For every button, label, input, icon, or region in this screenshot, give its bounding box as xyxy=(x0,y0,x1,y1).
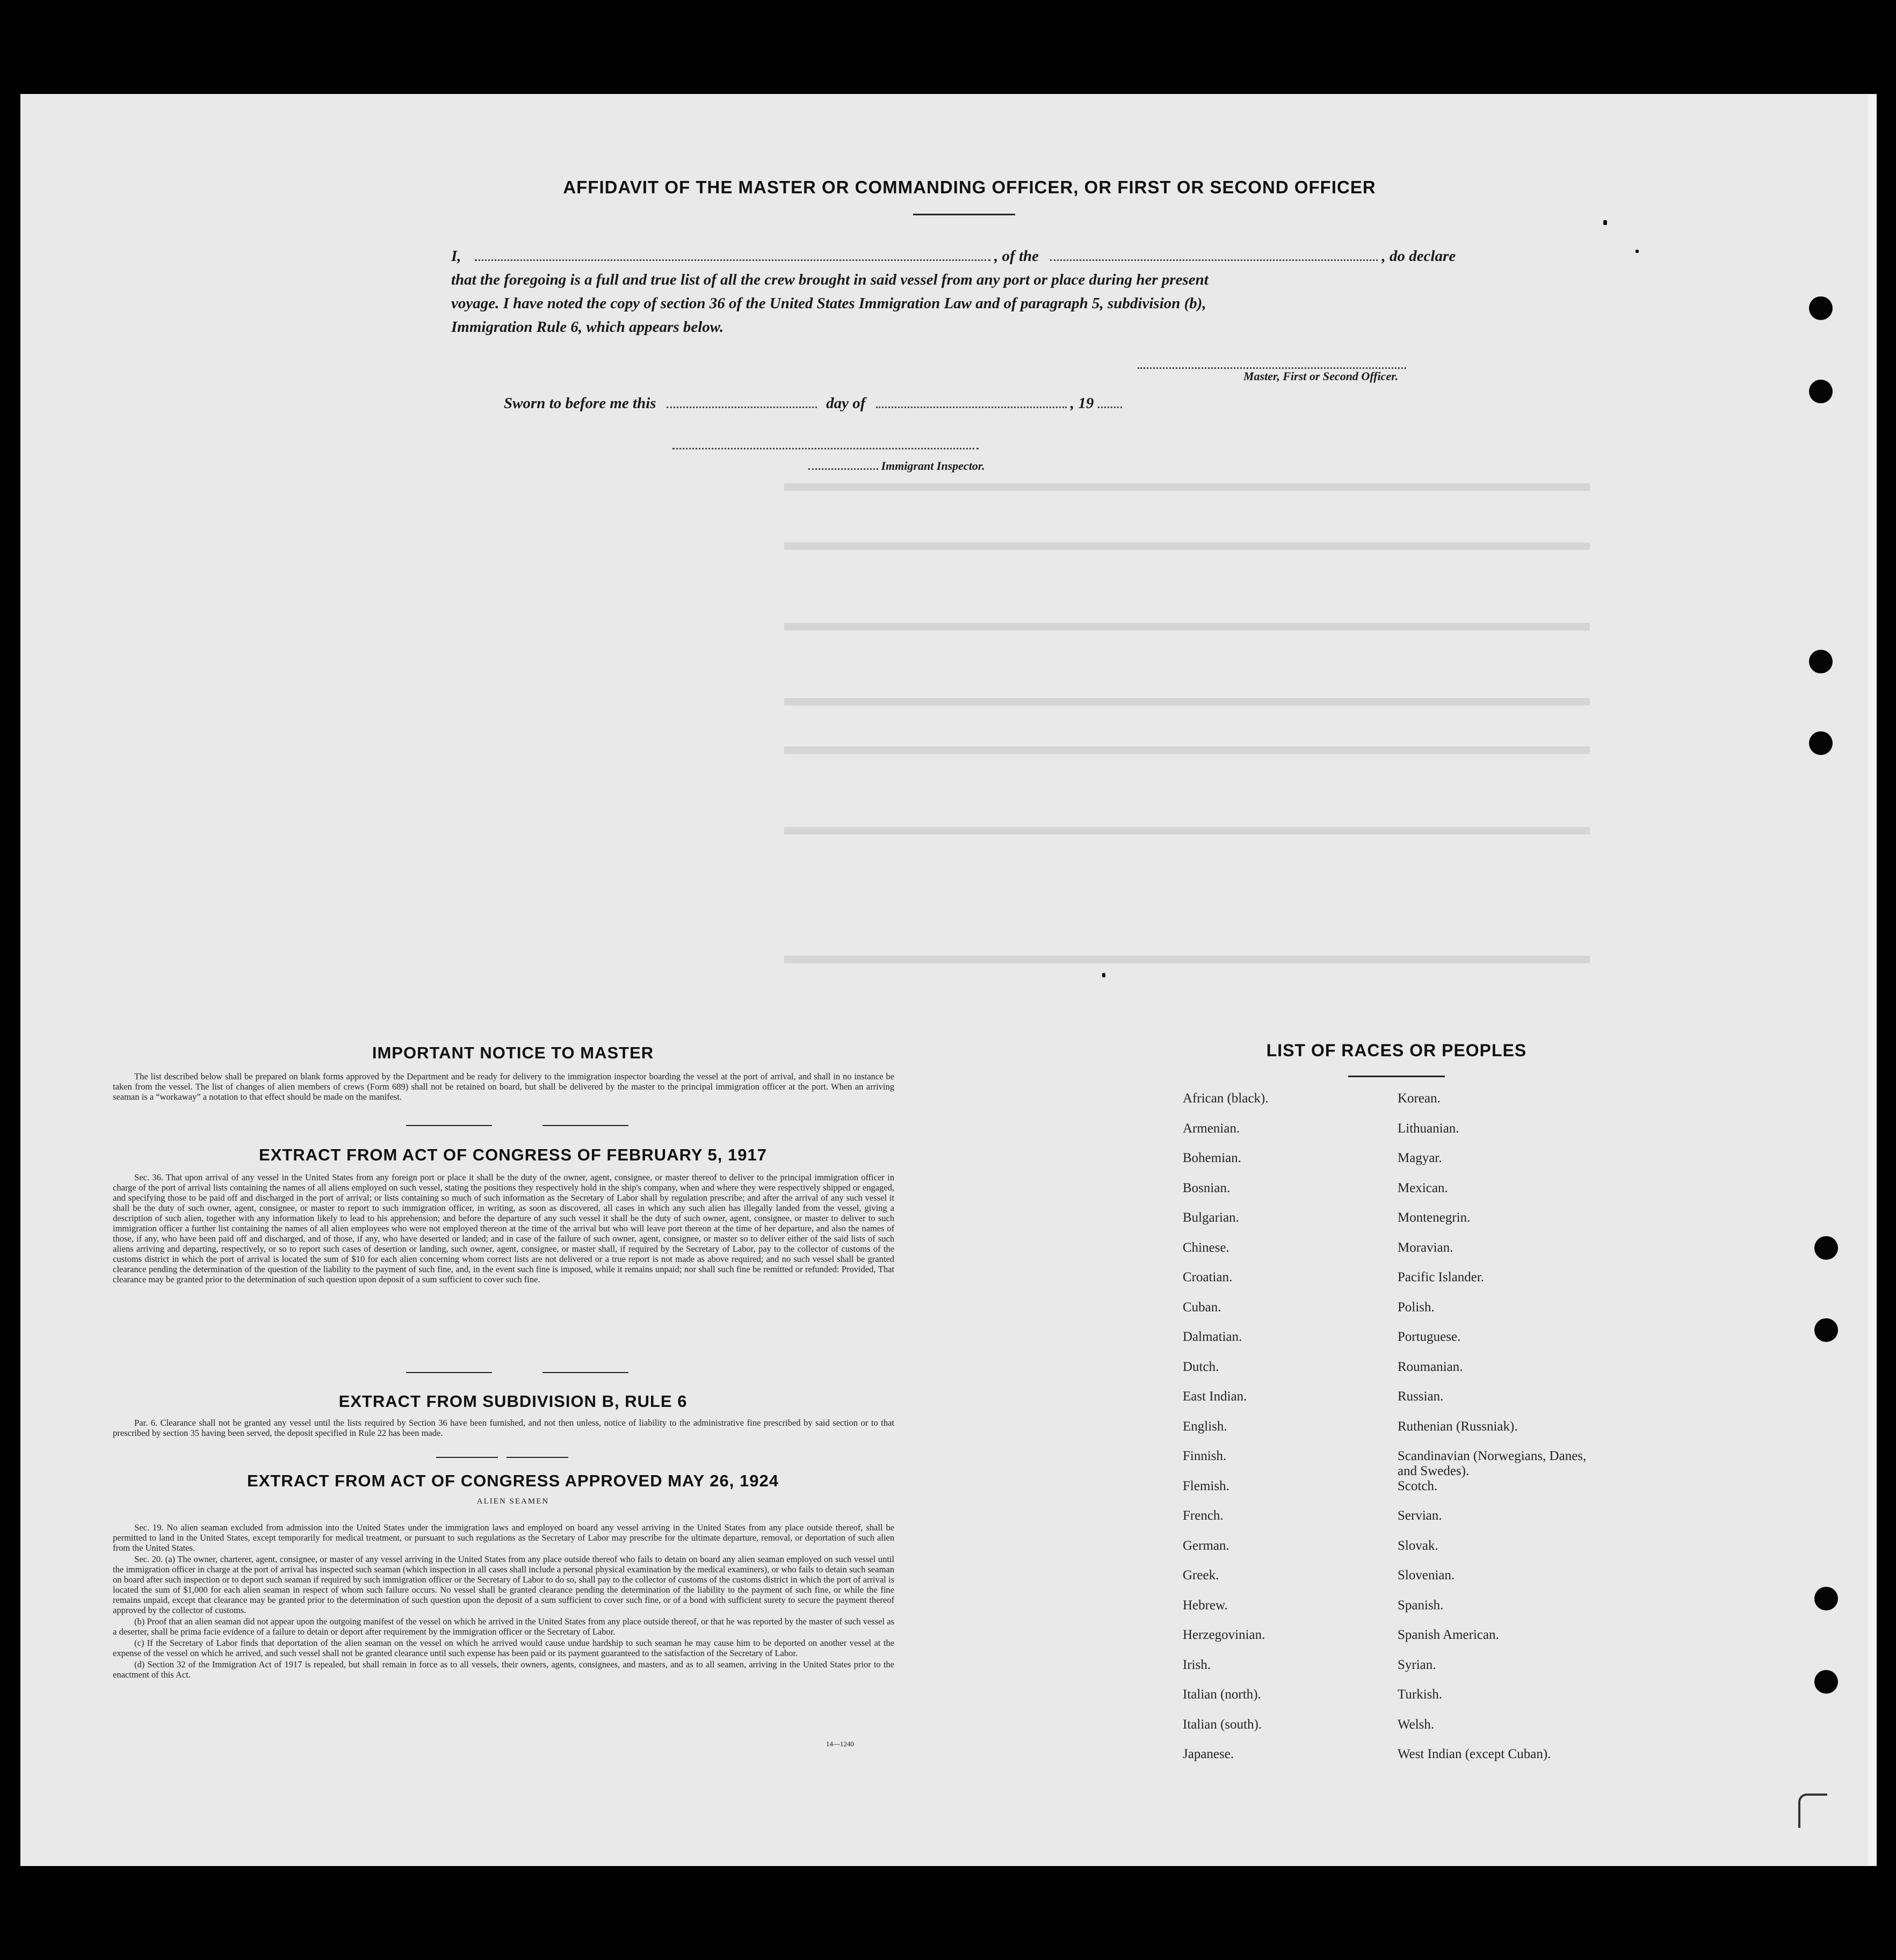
race-item: Greek. xyxy=(1183,1568,1219,1582)
punch-hole xyxy=(1814,1236,1838,1260)
inspector-label: Immigrant Inspector. xyxy=(881,459,985,473)
race-item: Turkish. xyxy=(1398,1687,1443,1702)
sworn-day-field[interactable] xyxy=(667,406,817,408)
form-number: 14—1240 xyxy=(826,1740,854,1748)
race-item: Ruthenian (Russniak). xyxy=(1398,1419,1518,1434)
race-item: Moravian. xyxy=(1398,1240,1453,1255)
inspector-signature-line[interactable] xyxy=(672,440,979,449)
race-item: Scandinavian (Norwegians, Danes, and Swedes). xyxy=(1398,1449,1587,1478)
race-item: West Indian (except Cuban). xyxy=(1398,1747,1551,1761)
punch-hole xyxy=(1814,1318,1838,1342)
scan-speck xyxy=(1603,220,1607,225)
punch-hole xyxy=(1814,1670,1838,1694)
race-item: Mexican. xyxy=(1398,1180,1448,1195)
inspector-dots xyxy=(808,468,878,470)
race-item: Herzegovinian. xyxy=(1183,1628,1265,1642)
affidavit-declaration xyxy=(451,244,1477,339)
race-item: Slovak. xyxy=(1398,1538,1438,1553)
races-title: LIST OF RACES OR PEOPLES xyxy=(1266,1041,1527,1060)
race-item: Irish. xyxy=(1183,1657,1211,1672)
extract-1917-body xyxy=(113,1172,894,1286)
race-item: Italian (south). xyxy=(1183,1717,1262,1732)
title-rule xyxy=(913,214,1015,215)
race-item: Lithuanian. xyxy=(1398,1121,1459,1136)
race-item: Bohemian. xyxy=(1183,1151,1242,1165)
race-item: Russian. xyxy=(1398,1389,1444,1404)
race-item: Spanish. xyxy=(1398,1598,1444,1613)
section-rule xyxy=(506,1457,568,1458)
race-item: Dutch. xyxy=(1183,1359,1219,1374)
rule-6-title: EXTRACT FROM SUBDIVISION B, RULE 6 xyxy=(338,1392,688,1411)
master-signature-label: Master, First or Second Officer. xyxy=(1243,369,1399,383)
race-item: Bosnian. xyxy=(1183,1180,1231,1195)
sec-20d-paragraph: (d) Section 32 of the Immigration Act of 1917 is repealed, but shall remain in force as to all vessels, their owners, agents, consignees, and masters, and as to all seamen, arriving in the United States prior to the enactment of this Act. xyxy=(113,1659,894,1680)
race-item: Welsh. xyxy=(1398,1717,1435,1732)
race-item: East Indian. xyxy=(1183,1389,1247,1404)
race-item: Pacific Islander. xyxy=(1398,1270,1485,1284)
race-item: Slovenian. xyxy=(1398,1568,1455,1582)
sworn-label: Sworn to before me this xyxy=(504,395,656,412)
scan-speck xyxy=(1102,973,1105,977)
race-item: Servian. xyxy=(1398,1508,1442,1523)
sec-20b-paragraph: (b) Proof that an alien seaman did not appear upon the outgoing manifest of the vessel on which he arrived in the United States from any place outside thereof, or that he was reported by the master of such vessel as a deserter, shall be prima facie evidence of a failure to detain or deport after requirement by the immigration officer or the Secretary of Labor. xyxy=(113,1616,894,1637)
race-item: Japanese. xyxy=(1183,1747,1234,1761)
race-item: Syrian. xyxy=(1398,1657,1436,1672)
notice-title: IMPORTANT NOTICE TO MASTER xyxy=(372,1043,654,1062)
race-item: Dalmatian. xyxy=(1183,1330,1242,1344)
race-item: Armenian. xyxy=(1183,1121,1240,1136)
race-item: Italian (north). xyxy=(1183,1687,1261,1702)
declarant-name-field[interactable] xyxy=(475,259,990,261)
punch-hole xyxy=(1809,296,1833,320)
race-item: Portuguese. xyxy=(1398,1330,1461,1344)
section-rule xyxy=(542,1125,628,1126)
race-item: Finnish. xyxy=(1183,1449,1227,1463)
punch-hole xyxy=(1814,1587,1838,1610)
section-rule xyxy=(406,1125,492,1126)
race-item: Scotch. xyxy=(1398,1478,1438,1493)
race-item: Montenegrin. xyxy=(1398,1210,1471,1225)
race-item: Flemish. xyxy=(1183,1478,1229,1493)
of-the-label: , of the xyxy=(994,248,1039,265)
section-36-paragraph: Sec. 36. That upon arrival of any vessel in the United States from any foreign port or place it shall be the duty of the owner, agent, consignee, or master thereof to deliver to the principal immigration officer in charge of the port of arrival lists containing the names of all aliens employed on such vessel, stating the positions they respectively hold in the ship's company, when and where they were respectively shipped or engaged, and specifying those to be paid off and discharged in the port of arrival; or lists containing so much of such information as the Secretary of Labor shall by regulation prescribe; and after the arrival of any such vessel it shall be the duty of such owner, agent, consignee, or master to report to such immigration officer, in writing, as soon as discovered, all cases in which any such alien has illegally landed from the vessel, giving a description of such alien, together with any information likely to lead to his apprehension; and before the departure of any such vessel it shall be the duty of such owner, agent, consignee, or master to deliver to such immigration officer a further list containing the names of all alien employees who were not employed thereon at the time of the arrival but who will leave port thereon at the time of her departure, and also the names of those, if any, who have been paid off and discharged, and of those, if any, who have deserted or landed; and in case of the failure of such owner, agent, consignee, or master so to deliver either of the said lists of such aliens arriving and departing, respectively, or so to report such cases of desertion or landing, such owner, agent, consignee, or master shall, if required by the Secretary of Labor, pay to the collector of customs of the customs district in which the port of arrival is located the sum of $10 for each alien concerning whom correct lists are not delivered or a true report is not made as above required; and no such vessel shall be granted clearance pending the determination of the question of the liability to the payment of such fine, and, in the event such fine is imposed, while it remains unpaid; nor shall such fine be remitted or refunded: Provided, That clearance may be granted prior to the determination of such question upon deposit of a sum sufficient to cover such fine. xyxy=(113,1172,894,1284)
section-rule xyxy=(542,1372,628,1373)
day-of-label: day of xyxy=(826,395,866,412)
declaration-line-4: Immigration Rule 6, which appears below. xyxy=(451,318,724,336)
declare-label: , do declare xyxy=(1381,248,1456,265)
sec-20a-paragraph: Sec. 20. (a) The owner, charterer, agent, consignee, or master of any vessel arriving in the United States from any place outside thereof who fails to detain on board any alien seaman employed on such vessel until the immigration officer in charge at the port of arrival has inspected such seaman (which inspection in all cases shall include a personal physical examination by the medical examiners), or who fails to detain such seaman on board after such inspection or to deport such seaman if required by such immigration officer or the Secretary of Labor to do so, shall pay to the collector of customs of the customs district in which the port of arrival is located the sum of $1,000 for each alien seaman in respect of whom such failure occurs. No vessel shall be granted clearance pending the determination of the liability to the payment of such fine, or while the fine remains unpaid, except that clearance may be granted prior to the determination of such question upon the deposit of a sum sufficient to cover such fine, or of a bond with sufficient surety to secure the payment thereof approved by the collector of customs. xyxy=(113,1554,894,1615)
race-item: Cuban. xyxy=(1183,1300,1221,1315)
sec-20c-paragraph: (c) If the Secretary of Labor finds that deportation of the alien seaman on the vessel on which he arrived would cause undue hardship to such seaman he may cause him to be deported on another vessel at the expense of the vessel on which he arrived, and such vessel shall not be granted clearance until such expense has been paid or its payment guaranteed to the satisfaction of the Secretary of Labor. xyxy=(113,1638,894,1658)
punch-hole xyxy=(1809,650,1833,673)
declaration-line-2: that the foregoing is a full and true list of all the crew brought in said vessel from any port or place during her present xyxy=(451,271,1208,288)
race-item: African (black). xyxy=(1183,1091,1269,1106)
extract-1917-title: EXTRACT FROM ACT OF CONGRESS OF FEBRUARY 5, 1917 xyxy=(259,1145,767,1164)
sworn-year-field[interactable] xyxy=(1098,406,1122,408)
declarant-prefix: I, xyxy=(451,248,461,265)
extract-1924-body xyxy=(113,1522,894,1681)
sworn-month-field[interactable] xyxy=(876,406,1067,408)
sec-19-paragraph: Sec. 19. No alien seaman excluded from admission into the United States under the immigration laws and employed on board any vessel arriving in the United States from any place outside thereof, shall be permitted to land in the United States, except temporarily for medical treatment, or pursuant to such regulations as the Secretary of Labor may prescribe for the ultimate departure, removal, or deportation of such alien from the United States. xyxy=(113,1522,894,1553)
section-rule xyxy=(436,1457,498,1458)
scan-speck xyxy=(1636,250,1639,253)
year-label: , 19 xyxy=(1070,395,1094,412)
extract-1924-title: EXTRACT FROM ACT OF CONGRESS APPROVED MAY 26, 1924 xyxy=(247,1471,779,1490)
notice-body xyxy=(113,1071,894,1103)
race-item: German. xyxy=(1183,1538,1229,1553)
race-item: Polish. xyxy=(1398,1300,1435,1315)
extract-1924-subtitle: ALIEN SEAMEN xyxy=(476,1497,549,1506)
affidavit-title: AFFIDAVIT OF THE MASTER OR COMMANDING OFFICER, OR FIRST OR SECOND OFFICER xyxy=(563,177,1376,197)
race-item: French. xyxy=(1183,1508,1224,1523)
sworn-line xyxy=(504,395,1122,412)
punch-hole xyxy=(1809,731,1833,755)
race-item: English. xyxy=(1183,1419,1227,1434)
races-title-rule xyxy=(1348,1076,1445,1077)
race-item: Croatian. xyxy=(1183,1270,1233,1284)
race-item: Spanish American. xyxy=(1398,1628,1499,1642)
race-item: Bulgarian. xyxy=(1183,1210,1239,1225)
rule-6-body xyxy=(113,1418,894,1439)
section-rule xyxy=(406,1372,492,1373)
inspector-line xyxy=(808,459,985,473)
race-item: Hebrew. xyxy=(1183,1598,1228,1613)
master-signature-line[interactable] xyxy=(1138,359,1406,369)
notice-paragraph: The list described below shall be prepared on blank forms approved by the Department and be ready for delivery to the immigration inspector boarding the vessel at the port of arrival, and shall in no instance be taken from the vessel. The list of changes of alien members of crews (Form 689) shall not be retained on board, but shall be delivered by the master to the principal immigration officer at the port. When an arriving seaman is a “workaway” a notation to that effect should be made on the manifest. xyxy=(113,1071,894,1102)
vessel-name-field[interactable] xyxy=(1050,259,1378,261)
races-left-column xyxy=(1183,1091,1408,1777)
race-item: Korean. xyxy=(1398,1091,1441,1106)
punch-hole xyxy=(1809,380,1833,403)
race-item: Chinese. xyxy=(1183,1240,1229,1255)
race-item: Roumanian. xyxy=(1398,1359,1463,1374)
rule-6-paragraph: Par. 6. Clearance shall not be granted any vessel until the lists required by Section 36 have been furnished, and not then unless, notice of liability to the administrative fine prescribed by said section or to that prescribed by section 35 having been served, the deposit specified in Rule 22 has been made. xyxy=(113,1418,894,1438)
race-item: Magyar. xyxy=(1398,1151,1442,1165)
handwritten-mark xyxy=(1798,1794,1827,1828)
declaration-line-3: voyage. I have noted the copy of section 36 of the United States Immigration Law and of paragraph 5, subdivision (b), xyxy=(451,295,1206,312)
races-right-column xyxy=(1398,1091,1623,1777)
